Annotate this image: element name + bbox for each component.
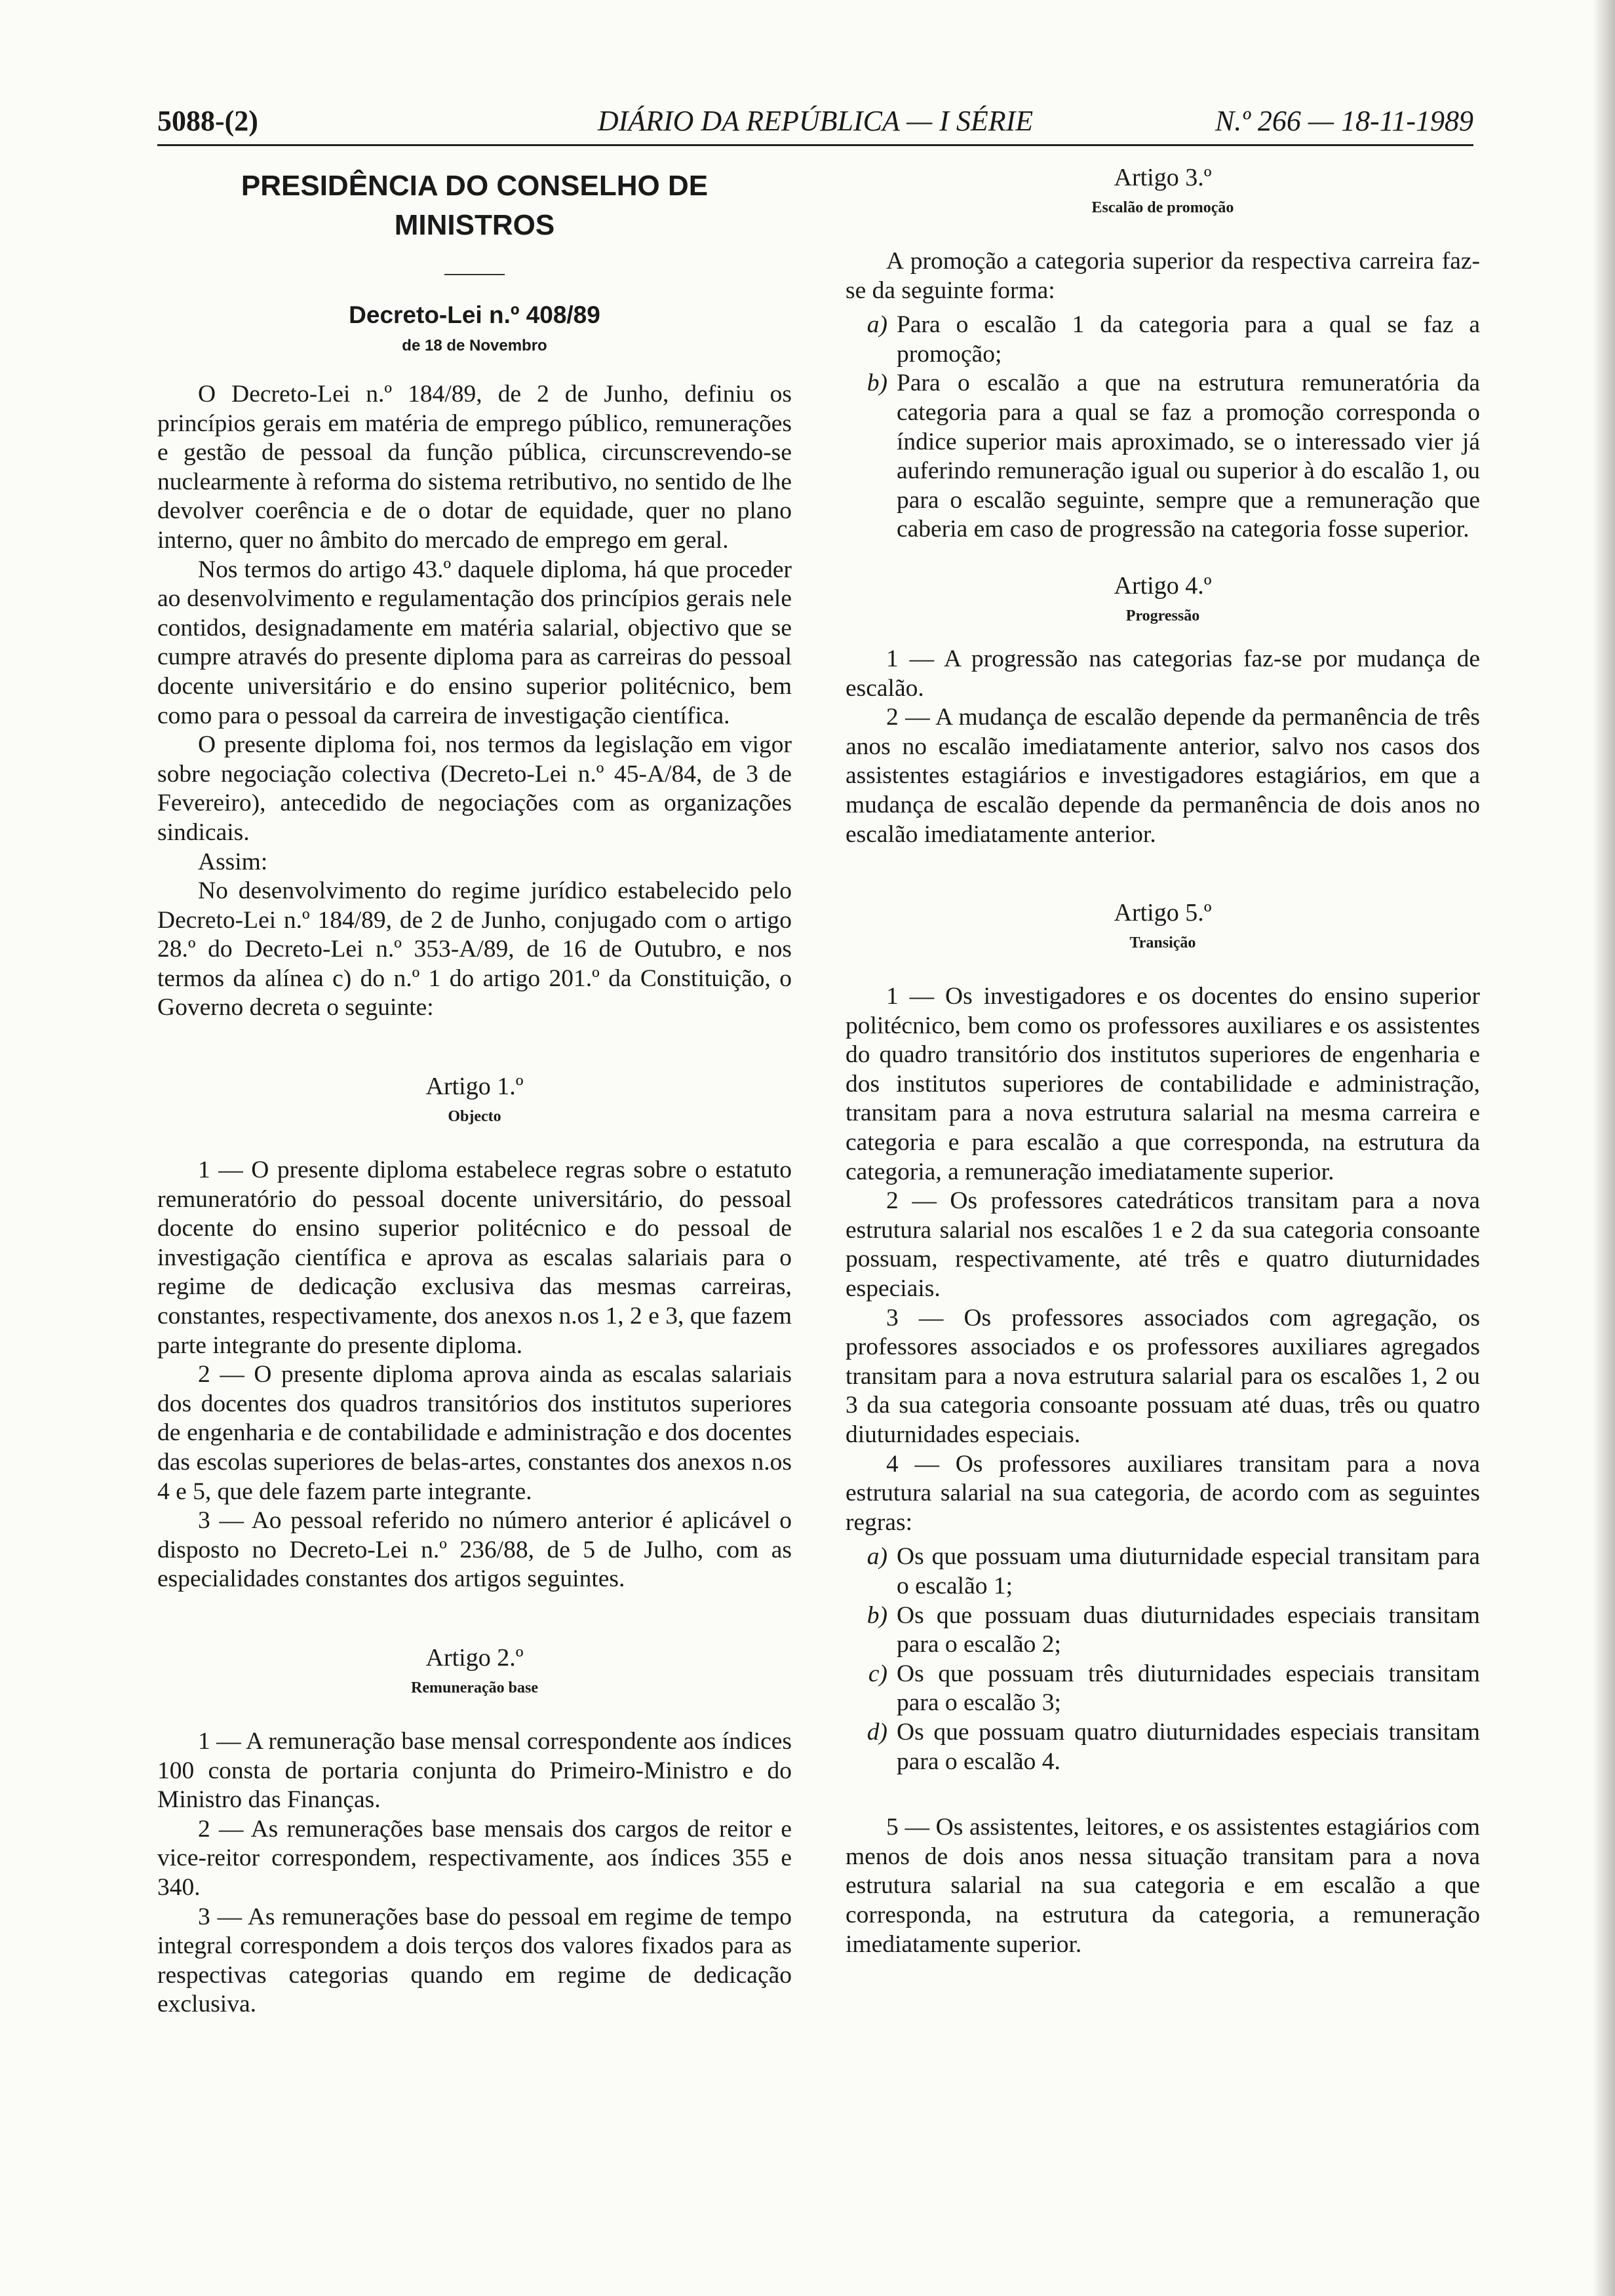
article-paragraph: A promoção a categoria superior da respectiva carreira faz-se da seguinte forma: [846, 248, 1480, 304]
article-4-title: Artigo 4.º [1114, 571, 1212, 600]
article-2-title: Artigo 2.º [425, 1643, 524, 1672]
preamble-paragraph: No desenvolvimento do regime jurídico estabelecido pelo Decreto-Lei n.º 184/89, de 2 de Junho, conjugado com o artigo 28.º do Decreto-Lei n.º 353-A/89, de 16 de Outubro, e nos termos da alínea c) do n.º 1 do artigo 201.º da Constituição, o Governo decreta o seguinte: [157, 877, 792, 1022]
decree-number: Decreto-Lei n.º 408/89 [349, 301, 600, 328]
left-column [157, 163, 792, 2019]
issue-date: N.º 266 — 18-11-1989 [1215, 105, 1473, 137]
right-column [846, 163, 1480, 1959]
article-paragraph: 3 — Os professores associados com agregação, os professores associados e os professores auxiliares agregados transitam para a nova estrutura salarial para os escalões 1, 2 ou 3 da sua categoria consoante possuam até duas, três ou quatro diuturnidades especiais. [846, 1304, 1480, 1448]
scan-edge [1593, 0, 1615, 2296]
article-3-subtitle: Escalão de promoção [1091, 199, 1234, 216]
list-item [846, 311, 1480, 369]
article-paragraph: 1 — O presente diploma estabelece regras sobre o estatuto remuneratório do pessoal docente universitário, do pessoal docente do ensino superior politécnico e do pessoal de investigação científica e aprova as escalas salariais para o regime de dedicação exclusiva das mesmas carreiras, constantes, respectivamente, dos anexos n.os 1, 2 e 3, que fazem parte integrante do presente diploma. [157, 1157, 792, 1359]
article-1-subtitle: Objecto [448, 1108, 501, 1126]
list-text: Os que possuam uma diuturnidade especial transitam para o escalão 1; [897, 1543, 1480, 1599]
list-text: Para o escalão a que na estrutura remuneratória da categoria para a qual se faz a promoção corresponda o índice superior mais aproximado, se o interessado vier já auferindo remuneração igual ou superior à do escalão 1, ou para o escalão seguinte, sempre que a remuneração que caberia em caso de progressão na categoria fosse superior. [897, 370, 1480, 543]
list-item [846, 1718, 1480, 1776]
list-label: a) [866, 311, 887, 339]
journal-title: DIÁRIO DA REPÚBLICA — I SÉRIE [597, 105, 1034, 137]
article-paragraph: 2 — O presente diploma aprova ainda as escalas salariais dos docentes dos quadros transitórios dos institutos superiores de engenharia e de contabilidade e administração e dos docentes das escolas superiores de belas-artes, constantes dos anexos n.os 4 e 5, que dele fazem parte integrante. [157, 1361, 792, 1505]
list-text: Os que possuam quatro diuturnidades especiais transitam para o escalão 4. [897, 1718, 1480, 1775]
list-item [846, 369, 1480, 545]
preamble-paragraph: O Decreto-Lei n.º 184/89, de 2 de Junho, definiu os princípios gerais em matéria de emprego público, remunerações e gestão de pessoal da função pública, circunscrevendo-se nuclearmente à reforma do sistema retributivo, no sentido de lhe devolver coerência e de o dotar de equidade, quer no plano interno, quer no âmbito do mercado de emprego em geral. [157, 381, 792, 554]
list-item [846, 1660, 1480, 1718]
article-4-subtitle: Progressão [1125, 607, 1200, 624]
article-paragraph: 2 — Os professores catedráticos transitam para a nova estrutura salarial nos escalões 1 e 2 da sua categoria consoante possuam, respectivamente, até três e quatro diuturnidades especiais. [846, 1187, 1480, 1303]
list-text: Para o escalão 1 da categoria para a qual se faz a promoção; [897, 311, 1480, 368]
article-1-title: Artigo 1.º [425, 1073, 524, 1101]
article-2-subtitle: Remuneração base [411, 1679, 538, 1696]
list-item [846, 1542, 1480, 1601]
article-paragraph: 1 — Os investigadores e os docentes do ensino superior politécnico, bem como os professores auxiliares e os assistentes do quadro transitório dos institutos superiores de engenharia e dos institutos superiores de contabilidade e administração, transitam para a nova estrutura salarial na mesma carreira e categoria e para escalão a que corresponda, na estrutura da categoria, a remuneração imediatamente superior. [846, 983, 1480, 1185]
preamble-paragraph: Assim: [198, 848, 268, 875]
article-paragraph: 4 — Os professores auxiliares transitam para a nova estrutura salarial na sua categoria, de acordo com as seguintes regras: [846, 1450, 1480, 1536]
divider [444, 274, 505, 275]
list-text: Os que possuam duas diuturnidades especiais transitam para o escalão 2; [897, 1601, 1480, 1658]
article-5-subtitle: Transição [1129, 934, 1196, 952]
decree-date: de 18 de Novembro [402, 337, 547, 354]
article-3-title: Artigo 3.º [1114, 164, 1212, 191]
article-5-title: Artigo 5.º [1114, 899, 1212, 927]
issuing-body: PRESIDÊNCIA DO CONSELHO DE MINISTROS [241, 170, 709, 241]
list-label: d) [866, 1718, 887, 1746]
article-paragraph: 1 — A remuneração base mensal correspondente aos índices 100 consta de portaria conjunta do Primeiro-Ministro e do Ministro das Finanças. [157, 1727, 792, 1814]
article-paragraph: 5 — Os assistentes, leitores, e os assistentes estagiários com menos de dois anos nessa situação transitam para a nova estrutura salarial na sua categoria e em escalão a que corresponda, na estrutura da categoria, a remuneração imediatamente superior. [846, 1814, 1480, 1958]
list-label: b) [866, 1601, 887, 1629]
preamble-paragraph: O presente diploma foi, nos termos da legislação em vigor sobre negociação colectiva (Decreto-Lei n.º 45-A/84, de 3 de Fevereiro), antecedido de negociações com as organizações sindicais. [157, 731, 792, 846]
list-label: c) [868, 1660, 887, 1687]
page-number: 5088-(2) [157, 105, 258, 137]
list-text: Os que possuam três diuturnidades especiais transitam para o escalão 3; [897, 1660, 1480, 1717]
page-header [157, 92, 1473, 146]
list-label: a) [866, 1543, 887, 1571]
article-paragraph: 1 — A progressão nas categorias faz-se por mudança de escalão. [846, 645, 1480, 702]
preamble-paragraph: Nos termos do artigo 43.º daquele diploma, há que proceder ao desenvolvimento e regulamentação dos princípios gerais nele contidos, designadamente em matéria salarial, objectivo que se cumpre através do presente diploma para as carreiras do pessoal docente universitário e do ensino superior politécnico, bem como para o pessoal da carreira de investigação científica. [157, 556, 792, 729]
list-item [846, 1601, 1480, 1660]
article-paragraph: 3 — As remunerações base do pessoal em regime de tempo integral correspondem a dois terços dos valores fixados para as respectivas categorias quando em regime de dedicação exclusiva. [157, 1903, 792, 2018]
article-paragraph: 2 — A mudança de escalão depende da permanência de três anos no escalão imediatamente anterior, salvo nos casos dos assistentes estagiários e investigadores estagiários, em que a mudança de escalão depende da permanência de dois anos no escalão imediatamente anterior. [846, 704, 1480, 848]
article-paragraph: 3 — Ao pessoal referido no número anterior é aplicável o disposto no Decreto-Lei n.º 236/88, de 5 de Julho, com as especialidades constantes dos artigos seguintes. [157, 1507, 792, 1593]
list-label: b) [866, 370, 887, 397]
article-paragraph: 2 — As remunerações base mensais dos cargos de reitor e vice-reitor correspondem, respectivamente, aos índices 355 e 340. [157, 1815, 792, 1901]
